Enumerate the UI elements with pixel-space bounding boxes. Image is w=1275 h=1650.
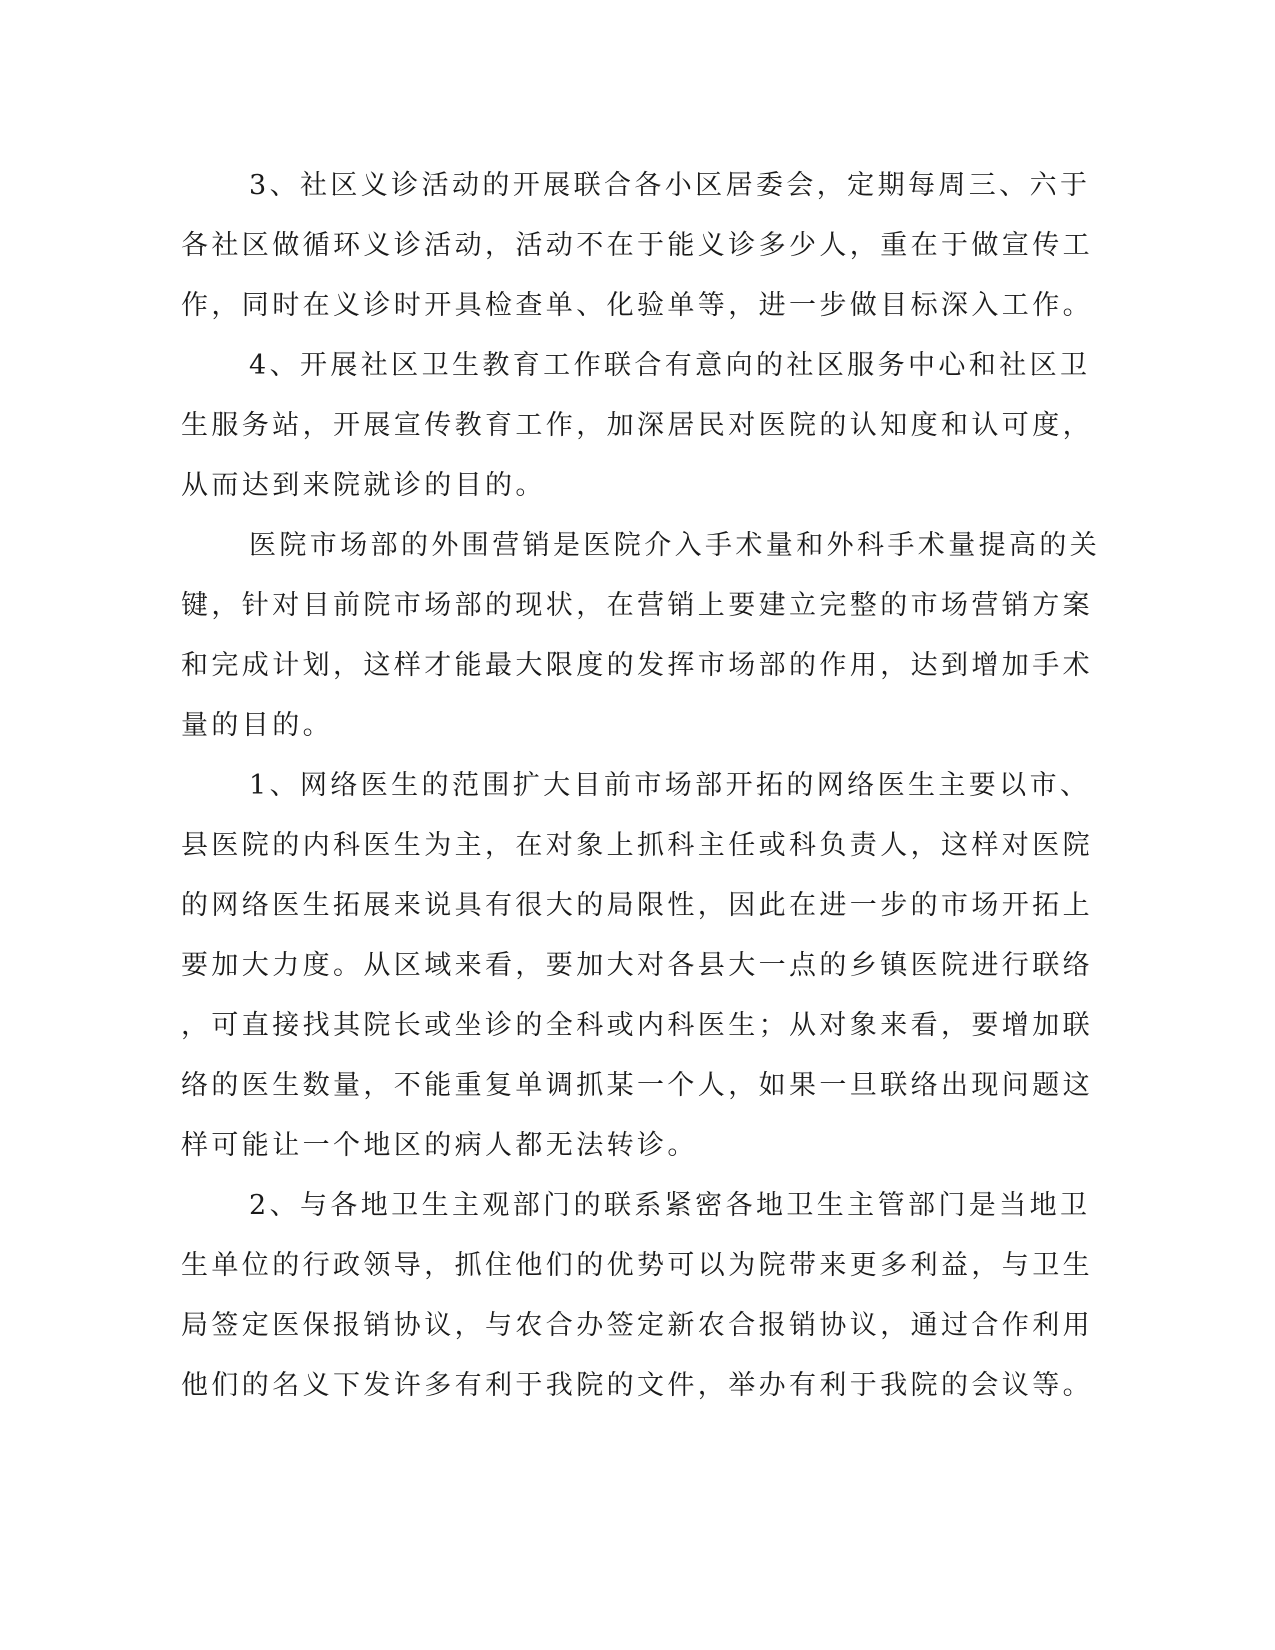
text-line: 局签定医保报销协议，与农合办签定新农合报销协议，通过合作利用: [181, 1310, 1093, 1341]
document-body: [181, 156, 1101, 1416]
text-line: 量的目的。: [181, 710, 333, 741]
paragraph-health-authorities: [181, 1176, 1093, 1416]
text-line: 县医院的内科医生为主，在对象上抓科主任或科负责人，这样对医院: [181, 830, 1093, 861]
text-line: 键，针对目前院市场部的现状，在营销上要建立完整的市场营销方案: [181, 590, 1093, 621]
text-line: 各社区做循环义诊活动，活动不在于能义诊多少人，重在于做宣传工: [181, 230, 1093, 261]
text-line: 从而达到来院就诊的目的。: [181, 470, 546, 501]
text-line: ，可直接找其院长或坐诊的全科或内科医生；从对象来看，要增加联: [181, 1010, 1093, 1041]
paragraph-health-education: [181, 336, 1093, 516]
paragraph-community-clinic: [181, 156, 1093, 336]
text-line: 生服务站，开展宣传教育工作，加深居民对医院的认知度和认可度，: [181, 410, 1093, 441]
text-line: 4、开展社区卫生教育工作联合有意向的社区服务中心和社区卫: [249, 350, 1091, 381]
text-line: 2、与各地卫生主观部门的联系紧密各地卫生主管部门是当地卫: [249, 1190, 1091, 1221]
text-line: 3、社区义诊活动的开展联合各小区居委会，定期每周三、六于: [249, 170, 1091, 201]
text-line: 的网络医生拓展来说具有很大的局限性，因此在进一步的市场开拓上: [181, 890, 1093, 921]
text-line: 络的医生数量，不能重复单调抓某一个人，如果一旦联络出现问题这: [181, 1070, 1093, 1101]
text-line: 样可能让一个地区的病人都无法转诊。: [181, 1130, 698, 1161]
paragraph-network-doctors: [181, 756, 1093, 1176]
text-line: 1、网络医生的范围扩大目前市场部开拓的网络医生主要以市、: [249, 770, 1091, 801]
paragraph-external-marketing: [181, 516, 1101, 756]
text-line: 医院市场部的外围营销是医院介入手术量和外科手术量提高的关: [249, 530, 1101, 561]
text-line: 要加大力度。从区域来看，要加大对各县大一点的乡镇医院进行联络: [181, 950, 1093, 981]
text-line: 和完成计划，这样才能最大限度的发挥市场部的作用，达到增加手术: [181, 650, 1093, 681]
text-line: 作，同时在义诊时开具检查单、化验单等，进一步做目标深入工作。: [181, 290, 1093, 321]
text-line: 他们的名义下发许多有利于我院的文件，举办有利于我院的会议等。: [181, 1370, 1093, 1401]
text-line: 生单位的行政领导，抓住他们的优势可以为院带来更多利益，与卫生: [181, 1250, 1093, 1281]
